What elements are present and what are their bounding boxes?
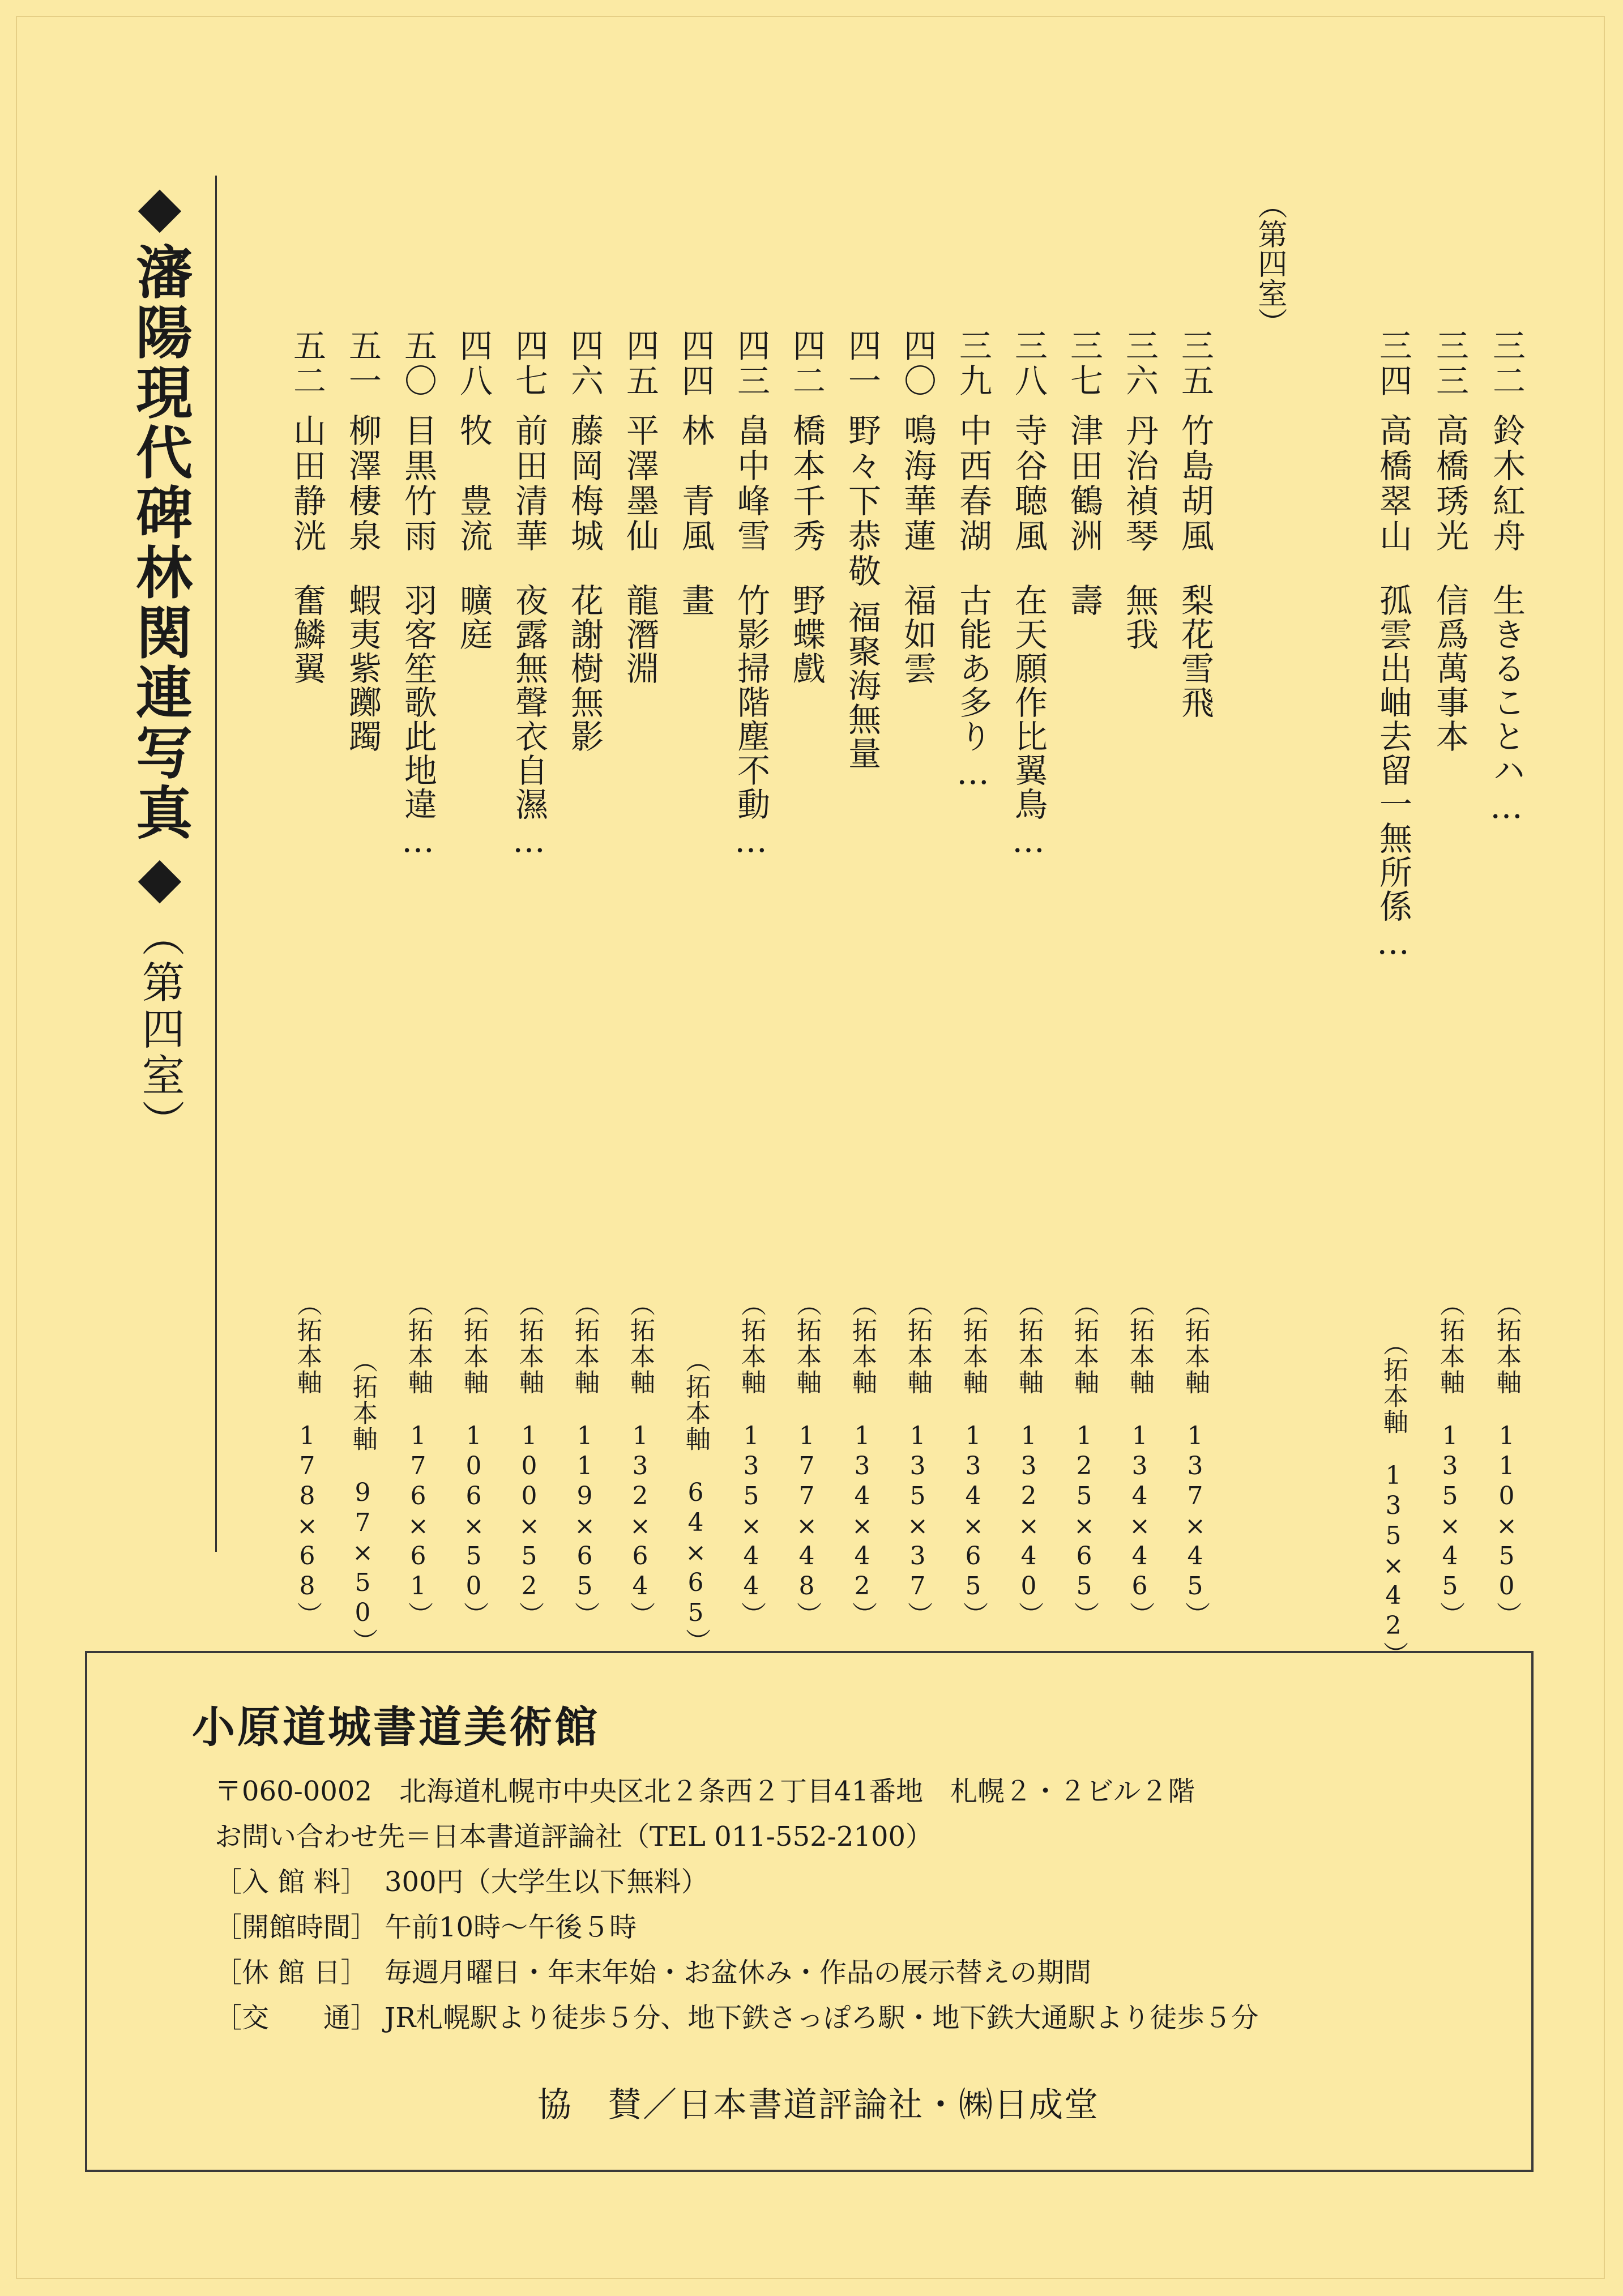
entry-spec: （拓本軸 132×40）	[1014, 1291, 1043, 1628]
hours-label: ［開館時間］	[215, 1911, 378, 1943]
entry-artist: 畠中峰雪	[732, 413, 770, 554]
entry-number: 五二	[288, 328, 326, 399]
entry-work: 古能あ多り…	[954, 583, 992, 793]
list-item	[1478, 328, 1535, 1628]
entry-number: 四〇	[898, 328, 937, 399]
entry-work: 福如雲	[898, 583, 937, 685]
list-item	[390, 328, 446, 1628]
entry-artist: 高橋翠山	[1374, 413, 1412, 554]
entry-spec: （拓本軸 135×44）	[737, 1291, 766, 1628]
admission-label: ［入 館 料］	[215, 1866, 368, 1898]
entry-spec: （拓本軸 134×65）	[959, 1291, 988, 1628]
entry-work: 曠庭	[454, 583, 493, 651]
entry-spec: （拓本軸 135×37）	[903, 1291, 932, 1628]
page-title-sub: （第四室）	[135, 914, 185, 1146]
entry-number: 三五	[1176, 328, 1214, 399]
entry-work: 福聚海無量	[843, 600, 881, 770]
entry-work: 孤雲出岫去留一無所係…	[1374, 583, 1412, 963]
entry-spec: （拓本軸 178×68）	[293, 1291, 322, 1628]
entry-number: 四七	[510, 328, 548, 399]
entry-work: 野蝶戲	[787, 583, 826, 685]
access-value: JR札幌駅より徒歩５分、地下鉄さっぽろ駅・地下鉄大通駅より徒歩５分	[385, 2002, 1259, 2034]
entry-number: 四八	[454, 328, 493, 399]
list-item	[667, 328, 724, 1654]
contact: お問い合わせ先＝日本書道評論社（TEL 011-552-2100）	[215, 1821, 933, 1853]
museum-name: 小原道城書道美術館	[192, 1702, 600, 1752]
admission-row	[215, 1860, 708, 1899]
entry-work: 在天願作比翼鳥…	[1009, 583, 1048, 861]
entry-work: 壽	[1065, 583, 1103, 617]
entry-artist: 柳澤棲泉	[343, 413, 382, 554]
entry-number: 四一	[843, 328, 881, 399]
entry-work: 羽客笙歌此地違…	[399, 583, 437, 861]
entry-artist: 橋本千秀	[787, 413, 826, 554]
entry-work: 生きることハ…	[1487, 583, 1526, 827]
entry-artist: 津田鶴洲	[1065, 413, 1103, 554]
entry-artist: 鈴木紅舟	[1487, 413, 1526, 554]
list-item	[778, 328, 835, 1628]
entry-work: 信爲萬事本	[1430, 583, 1469, 753]
list-item	[556, 328, 613, 1628]
list-item	[501, 328, 557, 1628]
entry-artist: 前田清華	[510, 413, 548, 554]
closed-row	[215, 1951, 1091, 1990]
section-label: （第四室）	[1253, 190, 1287, 337]
list-item	[1421, 328, 1478, 1628]
list-item	[1000, 328, 1057, 1628]
entry-work: 龍潛淵	[621, 583, 659, 685]
entry-number: 四四	[676, 328, 715, 399]
list-item	[445, 328, 502, 1628]
entry-spec: （拓本軸 137×45）	[1181, 1291, 1210, 1628]
entry-number: 五〇	[399, 328, 437, 399]
entry-work: 蝦夷紫躑躅	[343, 583, 382, 753]
entry-artist: 藤岡梅城	[565, 413, 604, 554]
entry-spec: （拓本軸 176×61）	[404, 1291, 433, 1628]
entry-spec: （拓本軸 64×65）	[681, 1348, 710, 1654]
entry-spec: （拓本軸 132×64）	[626, 1291, 655, 1628]
page-title-main: ◆瀋陽現代碑林関連写真◆	[126, 173, 193, 914]
entry-number: 四五	[621, 328, 659, 399]
entry-work: 無我	[1120, 583, 1159, 651]
list-item	[1111, 328, 1168, 1628]
entry-work: 奮鱗翼	[288, 583, 326, 685]
closed-value: 毎週月曜日・年末年始・お盆休み・作品の展示替えの期間	[385, 1957, 1092, 1988]
entry-spec: （拓本軸 177×48）	[792, 1291, 821, 1628]
entry-number: 三七	[1065, 328, 1103, 399]
entry-artist: 山田静洸	[288, 413, 326, 554]
entry-spec: （拓本軸 134×46）	[1125, 1291, 1154, 1628]
entry-artist: 丹治禎琴	[1120, 413, 1159, 554]
entry-number: 三九	[954, 328, 992, 399]
sponsor: 協 賛／日本書道評論社・㈱日成堂	[537, 2085, 1099, 2125]
entry-number: 四三	[732, 328, 770, 399]
address: 〒060-0002 北海道札幌市中央区北２条西２丁目41番地 札幌２・２ビル２階	[215, 1776, 1195, 1807]
entry-artist: 平澤墨仙	[621, 413, 659, 554]
entry-spec: （拓本軸 100×52）	[515, 1291, 544, 1628]
list-item	[945, 328, 1001, 1628]
entry-artist: 目黒竹雨	[399, 413, 437, 554]
entry-work: 竹影掃階塵不動…	[732, 583, 770, 861]
entry-spec: （拓本軸 134×42）	[848, 1291, 877, 1628]
entry-number: 三二	[1487, 328, 1526, 399]
access-row	[215, 1996, 1258, 2035]
entry-work: 花謝樹無影	[565, 583, 604, 753]
hours-row	[215, 1905, 637, 1944]
entry-spec: （拓本軸 135×42）	[1379, 1331, 1408, 1667]
entry-number: 三六	[1120, 328, 1159, 399]
list-item	[334, 328, 391, 1654]
list-item	[1056, 328, 1112, 1628]
entry-spec: （拓本軸 135×45）	[1436, 1291, 1464, 1628]
entry-work: 夜露無聲衣自濕…	[510, 583, 548, 861]
list-item	[1365, 328, 1421, 1667]
museum-info-box	[85, 1651, 1534, 2172]
entry-spec: （拓本軸 106×50）	[459, 1291, 488, 1628]
entry-number: 三八	[1009, 328, 1048, 399]
list-item	[612, 328, 668, 1628]
entry-artist: 寺谷聴風	[1009, 413, 1048, 554]
page-title	[119, 173, 200, 1146]
entry-artist: 竹島胡風	[1176, 413, 1214, 554]
entry-artist: 中西春湖	[954, 413, 992, 554]
entry-artist: 高橋琇光	[1430, 413, 1469, 554]
entry-number: 四六	[565, 328, 604, 399]
entry-spec: （拓本軸 97×50）	[348, 1348, 377, 1654]
hours-value: 午前10時〜午後５時	[385, 1911, 637, 1943]
entry-work: 畫	[676, 583, 715, 617]
entry-work: 梨花雪飛	[1176, 583, 1214, 719]
entry-artist: 林 青風	[676, 413, 715, 554]
closed-label: ［休 館 日］	[215, 1957, 368, 1988]
list-item	[279, 328, 335, 1628]
entry-number: 四二	[787, 328, 826, 399]
list-item	[1167, 328, 1223, 1628]
entry-artist: 野々下恭敬	[843, 413, 881, 589]
entry-spec: （拓本軸 110×50）	[1492, 1291, 1521, 1628]
title-divider	[215, 176, 217, 1552]
entry-spec: （拓本軸 119×65）	[570, 1291, 599, 1628]
admission-value: 300円（大学生以下無料）	[385, 1866, 708, 1898]
entry-number: 五一	[343, 328, 382, 399]
entry-artist: 牧 豊流	[454, 413, 493, 554]
access-label: ［交 通］	[215, 2002, 378, 2034]
list-item	[834, 328, 890, 1628]
entry-number: 三三	[1430, 328, 1469, 399]
list-item	[723, 328, 779, 1628]
entry-artist: 鳴海華蓮	[898, 413, 937, 554]
entry-number: 三四	[1374, 328, 1412, 399]
list-item	[889, 328, 946, 1628]
entry-spec: （拓本軸 125×65）	[1070, 1291, 1099, 1628]
